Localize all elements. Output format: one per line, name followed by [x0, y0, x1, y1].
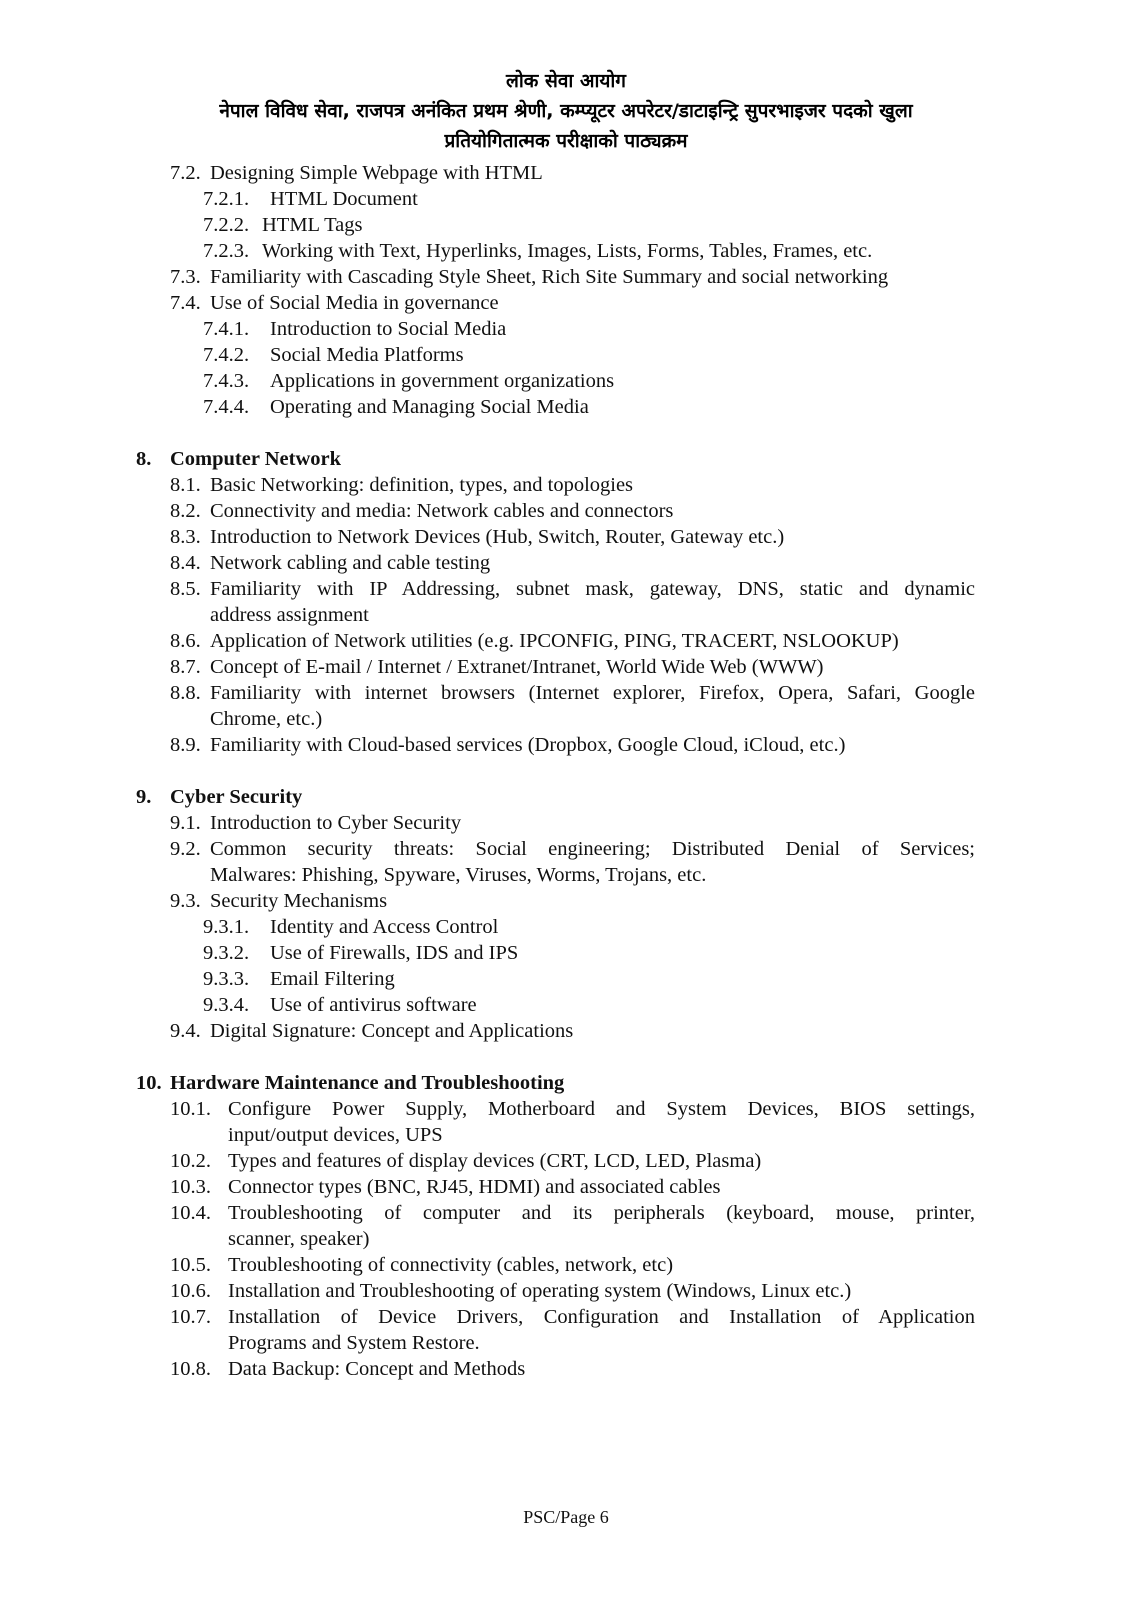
item-number: 10.3.: [170, 1176, 211, 1198]
item-text: Malwares: Phishing, Spyware, Viruses, Worms, Trojans, etc.: [210, 864, 707, 886]
item-number: 8.2.: [170, 500, 201, 522]
list-item: [0, 1018, 1132, 1044]
syllabus-body: [0, 160, 1132, 1382]
item-number: 7.4.4.: [203, 396, 250, 418]
section-heading: [0, 784, 1132, 810]
item-number: 7.3.: [170, 266, 201, 288]
item-text: scanner, speaker): [228, 1228, 370, 1250]
item-number: 10.2.: [170, 1150, 211, 1172]
list-item-continuation: [0, 1226, 1132, 1252]
list-item: [0, 576, 1132, 602]
item-text: Applications in government organizations: [270, 370, 615, 392]
item-number: 8.3.: [170, 526, 201, 548]
item-text: Use of antivirus software: [270, 994, 477, 1016]
list-item: [0, 992, 1132, 1018]
item-text: Identity and Access Control: [270, 916, 499, 938]
section-heading: [0, 1070, 1132, 1096]
section-title: Computer Network: [170, 448, 341, 470]
list-item: [0, 524, 1132, 550]
list-item: [0, 264, 1132, 290]
item-text: Troubleshooting of connectivity (cables, network, etc): [228, 1254, 674, 1276]
item-number: 9.3.4.: [203, 994, 250, 1016]
item-number: 10.4.: [170, 1202, 211, 1224]
list-item-continuation: [0, 706, 1132, 732]
section-title: Hardware Maintenance and Troubleshooting: [170, 1072, 565, 1094]
list-item: [0, 186, 1132, 212]
item-text: Connectivity and media: Network cables and connectors: [210, 500, 674, 522]
item-text: Familiarity with IP Addressing, subnet mask, gateway, DNS, static and dynamic: [210, 578, 975, 600]
item-number: 10.5.: [170, 1254, 211, 1276]
list-item-continuation: [0, 862, 1132, 888]
list-item: [0, 680, 1132, 706]
header-commission-name: लोक सेवा आयोग: [505, 70, 626, 92]
item-number: 7.2.2.: [203, 214, 250, 236]
list-item: [0, 290, 1132, 316]
item-text: Social Media Platforms: [270, 344, 464, 366]
item-text: Working with Text, Hyperlinks, Images, Lists, Forms, Tables, Frames, etc.: [262, 240, 873, 262]
item-number: 10.7.: [170, 1306, 211, 1328]
item-text: Installation of Device Drivers, Configuration and Installation of Application: [228, 1306, 975, 1328]
item-text: Security Mechanisms: [210, 890, 388, 912]
item-text: Use of Social Media in governance: [210, 292, 499, 314]
list-item: [0, 888, 1132, 914]
item-text: input/output devices, UPS: [228, 1124, 443, 1146]
item-text: Familiarity with internet browsers (Internet explorer, Firefox, Opera, Safari, Google: [210, 682, 975, 704]
header-service-title: नेपाल विविध सेवा, राजपत्र अनंकित प्रथम श्रेणी, कम्प्यूटर अपरेटर/डाटाइन्ट्रि सुपरभाइजर पदको खुला: [219, 100, 913, 122]
list-item: [0, 628, 1132, 654]
list-item: [0, 1200, 1132, 1226]
item-number: 7.2.: [170, 162, 201, 184]
item-text: Email Filtering: [270, 968, 395, 990]
list-item: [0, 316, 1132, 342]
item-number: 8.4.: [170, 552, 201, 574]
list-item: [0, 940, 1132, 966]
item-text: Connector types (BNC, RJ45, HDMI) and associated cables: [228, 1176, 721, 1198]
item-number: 9.3.1.: [203, 916, 250, 938]
item-text: Use of Firewalls, IDS and IPS: [270, 942, 519, 964]
item-number: 10.1.: [170, 1098, 211, 1120]
list-item: [0, 1278, 1132, 1304]
item-text: Operating and Managing Social Media: [270, 396, 589, 418]
item-text: Designing Simple Webpage with HTML: [210, 162, 543, 184]
list-item: [0, 810, 1132, 836]
list-item-continuation: [0, 1122, 1132, 1148]
list-item: [0, 732, 1132, 758]
item-text: Configure Power Supply, Motherboard and System Devices, BIOS settings,: [228, 1098, 975, 1120]
item-number: 8.8.: [170, 682, 201, 704]
list-item: [0, 212, 1132, 238]
item-text: Application of Network utilities (e.g. IPCONFIG, PING, TRACERT, NSLOOKUP): [210, 630, 899, 652]
list-item: [0, 342, 1132, 368]
item-number: 7.4.: [170, 292, 201, 314]
item-number: 8.5.: [170, 578, 201, 600]
item-number: 8.1.: [170, 474, 201, 496]
list-item: [0, 498, 1132, 524]
item-text: Programs and System Restore.: [228, 1332, 480, 1354]
list-item: [0, 1174, 1132, 1200]
item-text: Chrome, etc.): [210, 708, 323, 730]
item-text: Installation and Troubleshooting of operating system (Windows, Linux etc.): [228, 1280, 852, 1302]
list-item: [0, 394, 1132, 420]
item-text: Familiarity with Cascading Style Sheet, Rich Site Summary and social networking: [210, 266, 889, 288]
item-text: Introduction to Network Devices (Hub, Switch, Router, Gateway etc.): [210, 526, 785, 548]
item-text: Introduction to Social Media: [270, 318, 507, 340]
item-text: Familiarity with Cloud-based services (Dropbox, Google Cloud, iCloud, etc.): [210, 734, 846, 756]
list-item: [0, 160, 1132, 186]
list-item: [0, 368, 1132, 394]
item-text: Concept of E-mail / Internet / Extranet/Intranet, World Wide Web (WWW): [210, 656, 824, 678]
item-number: 10.8.: [170, 1358, 211, 1380]
item-number: 7.4.2.: [203, 344, 250, 366]
list-item: [0, 1096, 1132, 1122]
list-item: [0, 836, 1132, 862]
item-number: 9.4.: [170, 1020, 201, 1042]
item-number: 7.4.3.: [203, 370, 250, 392]
item-text: Data Backup: Concept and Methods: [228, 1358, 526, 1380]
item-number: 8.6.: [170, 630, 201, 652]
list-item: [0, 472, 1132, 498]
header-syllabus-title: प्रतियोगितात्मक परीक्षाको पाठ्यक्रम: [444, 130, 688, 152]
list-item: [0, 1148, 1132, 1174]
item-text: Basic Networking: definition, types, and topologies: [210, 474, 634, 496]
item-number: 9.3.2.: [203, 942, 250, 964]
item-number: 9.2.: [170, 838, 201, 860]
list-item: [0, 1304, 1132, 1330]
item-number: 7.2.1.: [203, 188, 250, 210]
list-item: [0, 238, 1132, 264]
item-number: 7.2.3.: [203, 240, 250, 262]
list-item: [0, 550, 1132, 576]
section-number: 8.: [136, 448, 152, 470]
item-text: Common security threats: Social engineering; Distributed Denial of Services;: [210, 838, 975, 860]
item-number: 9.1.: [170, 812, 201, 834]
item-number: 10.6.: [170, 1280, 211, 1302]
item-number: 9.3.: [170, 890, 201, 912]
list-item-continuation: [0, 1330, 1132, 1356]
section-number: 10.: [136, 1072, 162, 1094]
list-item-continuation: [0, 602, 1132, 628]
list-item: [0, 654, 1132, 680]
item-text: address assignment: [210, 604, 369, 626]
page-footer: PSC/Page 6: [523, 1507, 609, 1527]
list-item: [0, 1252, 1132, 1278]
item-number: 8.9.: [170, 734, 201, 756]
section-number: 9.: [136, 786, 152, 808]
section-title: Cyber Security: [170, 786, 303, 808]
item-text: Types and features of display devices (CRT, LCD, LED, Plasma): [228, 1150, 762, 1172]
item-text: Digital Signature: Concept and Applications: [210, 1020, 574, 1042]
item-number: 8.7.: [170, 656, 201, 678]
list-item: [0, 966, 1132, 992]
item-text: HTML Tags: [262, 214, 363, 236]
list-item: [0, 914, 1132, 940]
item-number: 7.4.1.: [203, 318, 250, 340]
item-text: Troubleshooting of computer and its peripherals (keyboard, mouse, printer,: [228, 1202, 975, 1224]
item-text: HTML Document: [270, 188, 418, 210]
item-number: 9.3.3.: [203, 968, 250, 990]
item-text: Introduction to Cyber Security: [210, 812, 462, 834]
page-header: [0, 66, 1132, 156]
item-text: Network cabling and cable testing: [210, 552, 491, 574]
section-heading: [0, 446, 1132, 472]
list-item: [0, 1356, 1132, 1382]
